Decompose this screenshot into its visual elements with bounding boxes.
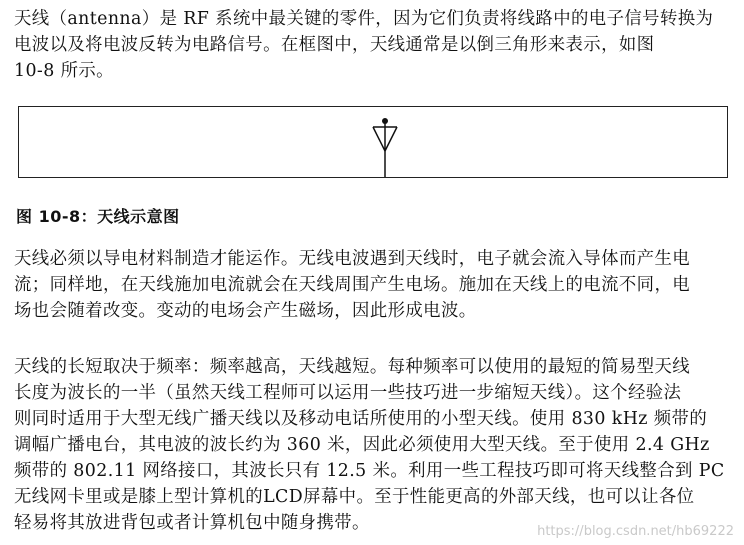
paragraph-line: 则同时适用于大型无线广播天线以及移动电话所使用的小型天线。使用 830 kHz 频带的	[14, 409, 708, 429]
paragraph-line: 流；同样地，在天线施加电流就会在天线周围产生电场。施加在天线上的电流不同，电	[14, 275, 691, 295]
paragraph-line: 轻易将其放进背包或者计算机包中随身携带。	[14, 513, 370, 533]
figure-antenna-box	[18, 106, 728, 178]
paragraph-line: 频带的 802.11 网络接口，其波长只有 12.5 米。利用一些工程技巧即可将天线整合到 PC	[14, 461, 725, 481]
paragraph-line: 10-8 所示。	[14, 61, 114, 81]
figure-caption: 图 10-8：天线示意图	[16, 207, 180, 226]
paragraph-line: 无线网卡里或是膝上型计算机的LCD屏幕中。至于性能更高的外部天线，也可以让各位	[14, 487, 695, 507]
antenna-symbol-icon	[19, 107, 729, 179]
paragraph-line: 场也会随着改变。变动的电场会产生磁场，因此形成电波。	[14, 301, 477, 321]
paragraph-intro	[14, 6, 713, 84]
paragraph-line: 天线必须以导电材料制造才能运作。无线电波遇到天线时，电子就会流入导体而产生电	[14, 249, 691, 269]
paragraph-line: 调幅广播电台，其电波的波长约为 360 米，因此必须使用大型天线。至于使用 2.4 GHz	[14, 435, 710, 455]
paragraph-conductor	[14, 246, 690, 324]
watermark: https://blog.csdn.net/hb69222	[537, 524, 734, 539]
paragraph-line: 长度为波长的一半（虽然天线工程师可以运用一些技巧进一步缩短天线）。这个经验法	[14, 383, 682, 403]
paragraph-line: 天线的长短取决于频率：频率越高，天线越短。每种频率可以使用的最短的简易型天线	[14, 357, 691, 377]
paragraph-length	[14, 354, 725, 536]
paragraph-line: 电波以及将电波反转为电路信号。在框图中，天线通常是以倒三角形来表示，如图	[14, 35, 655, 55]
paragraph-line: 天线（antenna）是 RF 系统中最关键的零件，因为它们负责将线路中的电子信号转换为	[14, 9, 714, 29]
